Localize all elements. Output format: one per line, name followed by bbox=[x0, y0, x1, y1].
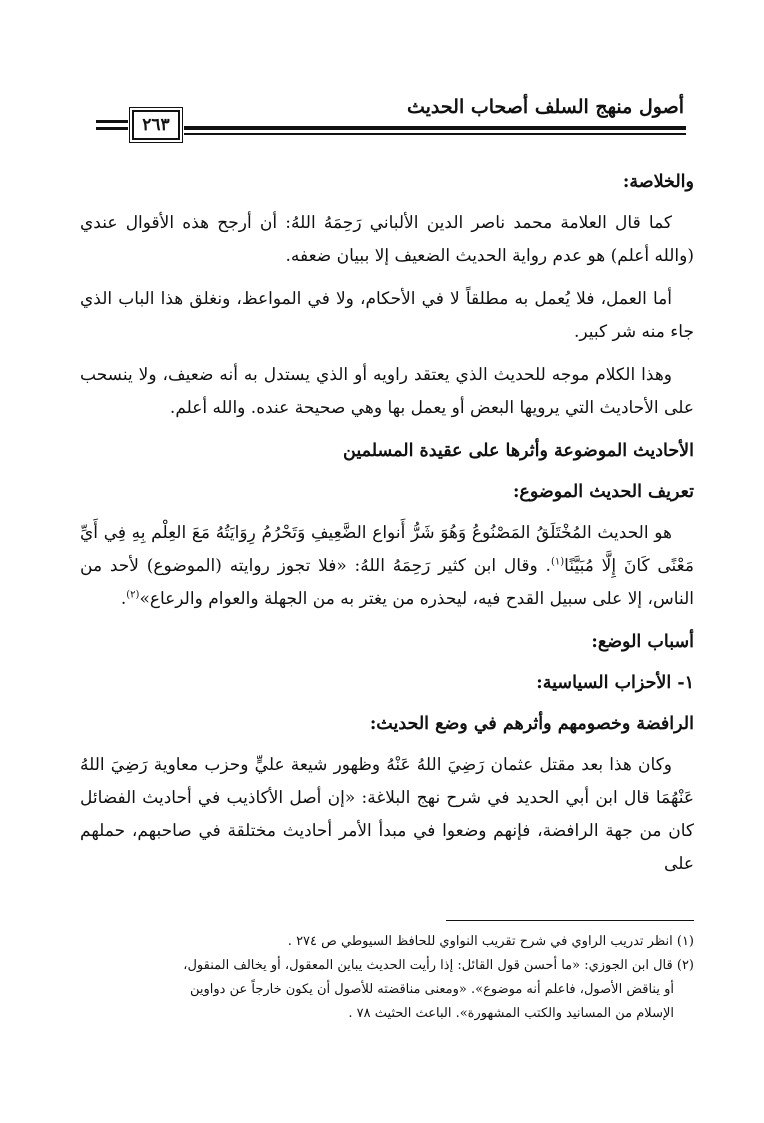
heading-rafida: الرافضة وخصومهم وأثرهم في وضع الحديث: bbox=[369, 714, 694, 734]
page-number: ٢٦٣ bbox=[132, 110, 180, 140]
paragraph-definition bbox=[80, 517, 694, 616]
paragraph-acting-on-weak: أما العمل، فلا يُعمل به مطلقاً لا في الأحكام، ولا في المواعظ، ونغلق هذا الباب الذي جاء منه شر كبير. bbox=[80, 289, 694, 342]
heading-causes: أسباب الوضع: bbox=[591, 632, 694, 652]
footnotes bbox=[70, 930, 694, 1026]
paragraph-rafida: وكان هذا بعد مقتل عثمان رَضِيَ اللهُ عَنْهُ وظهور شيعة عليٍّ وحزب معاوية رَضِيَ اللهُ عَنْهُمَا قال ابن أبي الحديد في شرح نهج البلاغة: «إن أصل الأكاذيب في أحاديث الفضائل كان من جهة الرافضة، فإنهم وضعوا في مبدأ الأمر أحاديث مختلقة في صاحبهم، حملهم على bbox=[80, 755, 694, 874]
footnote-2-line-2: أو يناقض الأصول، فاعلم أنه موضوع». «ومعنى مناقضته للأصول أن يكون خارجاً عن دواوين bbox=[189, 982, 674, 997]
header-rule-thin bbox=[184, 133, 686, 135]
ibn-kathir-quote: . وقال ابن كثير رَحِمَهُ اللهُ: «فلا تجوز روايته (الموضوع) لأحد من الناس، إلا على سبيل القدح فيه، ليحذره من يغتر به من الجهلة والعوام والرعاع» bbox=[80, 556, 694, 609]
header-rule-left-top bbox=[96, 120, 128, 123]
heading-conclusion: والخلاصة: bbox=[622, 172, 694, 192]
paragraph-albani-opinion: كما قال العلامة محمد ناصر الدين الألباني رَحِمَهُ اللهُ: أن أرجح هذه الأقوال عندي (والله أعلم) هو عدم رواية الحديث الضعيف إلا ببيان ضعفه. bbox=[80, 213, 694, 266]
footnote-separator bbox=[446, 920, 694, 921]
running-header bbox=[96, 92, 686, 146]
book-title: أصول منهج السلف أصحاب الحديث bbox=[406, 96, 684, 118]
heading-definition: تعريف الحديث الموضوع: bbox=[512, 482, 694, 502]
header-rule-thick bbox=[184, 126, 686, 130]
heading-fabricated-hadiths: الأحاديث الموضوعة وأثرها على عقيدة المسلمين bbox=[343, 441, 694, 461]
paragraph-scope-note: وهذا الكلام موجه للحديث الذي يعتقد راويه أو الذي يستدل به أنه ضعيف، ولا ينسحب على الأحاديث التي يرويها البعض أو يعمل بها وهي صحيحة عنده. والله أعلم. bbox=[80, 365, 694, 418]
footnote-ref-1: (١) bbox=[550, 556, 565, 568]
footnote-2: (٢) قال ابن الجوزي: «ما أحسن قول القائل: إذا رأيت الحديث يباين المعقول، أو يخالف المنقول، bbox=[183, 958, 694, 973]
header-rule-left-bottom bbox=[96, 127, 128, 130]
page-body bbox=[80, 166, 694, 881]
definition-text: هو الحديث المُخْتَلَقُ المَصْنُوعُ وَهُوَ شَرُّ أَنواع الضَّعِيفِ وَتَحْرُمُ رِوَايَتُهُ مَعَ العِلْم بِهِ فِي أَيِّ مَعْنًى كَانَ إِلَّا مُبَيَّنًا bbox=[80, 523, 694, 576]
footnote-1: (١) انظر تدريب الراوي في شرح تقريب النواوي للحافظ السيوطي ص ٢٧٤ . bbox=[287, 934, 694, 949]
definition-end: . bbox=[120, 589, 127, 609]
footnote-ref-2: (٢) bbox=[126, 589, 140, 601]
footnote-2-line-3: الإسلام من المسانيد والكتب المشهورة». الباعث الحثيث ٧٨ . bbox=[348, 1006, 674, 1021]
heading-political-parties: ١- الأحزاب السياسية: bbox=[536, 673, 694, 693]
